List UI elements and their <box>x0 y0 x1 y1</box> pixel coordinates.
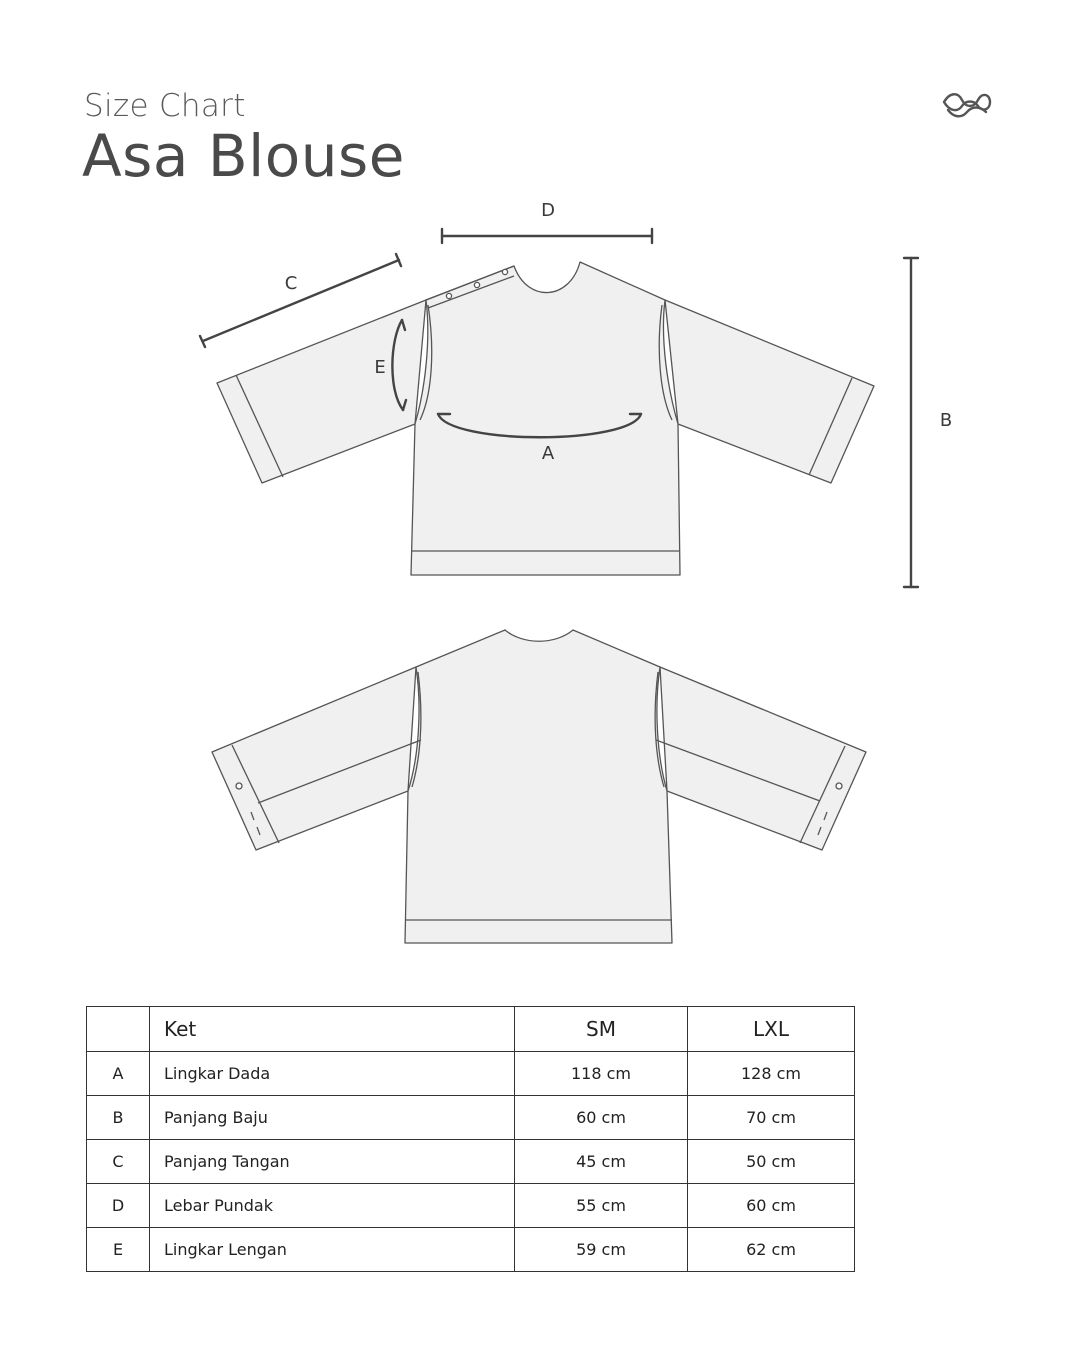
table-row <box>87 1140 855 1184</box>
label-e: E <box>374 357 386 378</box>
row-sm: 118 cm <box>515 1052 688 1096</box>
header-sm: SM <box>515 1007 688 1052</box>
table-row <box>87 1228 855 1272</box>
label-b: B <box>939 410 953 431</box>
page-subtitle: Size Chart <box>84 88 246 124</box>
back-sleeve-right <box>660 667 866 850</box>
back-body <box>405 630 672 943</box>
table-row <box>87 1184 855 1228</box>
page-title: Asa Blouse <box>82 122 405 190</box>
label-a: A <box>541 443 555 464</box>
row-lxl: 50 cm <box>688 1140 855 1184</box>
table-row <box>87 1052 855 1096</box>
row-key: E <box>87 1228 150 1272</box>
header-lxl: LXL <box>688 1007 855 1052</box>
row-key: C <box>87 1140 150 1184</box>
label-d: D <box>541 200 555 221</box>
table-header-row <box>87 1007 855 1052</box>
row-sm: 55 cm <box>515 1184 688 1228</box>
row-ket: Panjang Tangan <box>150 1140 515 1184</box>
back-sleeve-left <box>212 667 416 850</box>
row-sm: 59 cm <box>515 1228 688 1272</box>
row-key: A <box>87 1052 150 1096</box>
row-ket: Lingkar Lengan <box>150 1228 515 1272</box>
blouse-back-view <box>212 630 866 943</box>
header-ket: Ket <box>150 1007 515 1052</box>
header-key <box>87 1007 150 1052</box>
row-lxl: 60 cm <box>688 1184 855 1228</box>
row-sm: 60 cm <box>515 1096 688 1140</box>
front-sleeve-right <box>665 300 874 483</box>
row-lxl: 70 cm <box>688 1096 855 1140</box>
row-sm: 45 cm <box>515 1140 688 1184</box>
row-ket: Lingkar Dada <box>150 1052 515 1096</box>
blouse-front-view <box>217 262 874 575</box>
row-key: B <box>87 1096 150 1140</box>
row-ket: Lebar Pundak <box>150 1184 515 1228</box>
row-key: D <box>87 1184 150 1228</box>
label-c: C <box>284 273 298 294</box>
size-chart-table <box>86 1006 855 1272</box>
row-ket: Panjang Baju <box>150 1096 515 1140</box>
table-row <box>87 1096 855 1140</box>
row-lxl: 128 cm <box>688 1052 855 1096</box>
row-lxl: 62 cm <box>688 1228 855 1272</box>
